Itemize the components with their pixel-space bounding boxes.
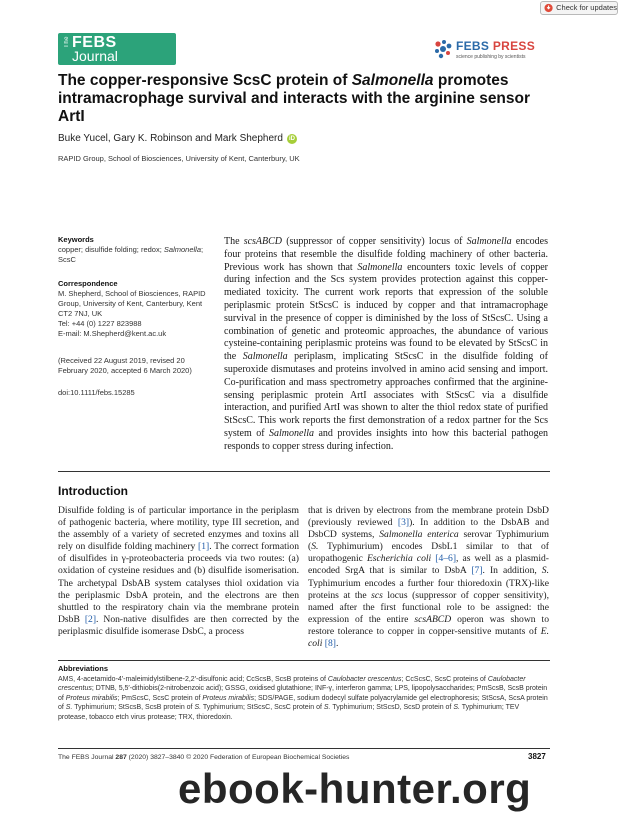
abbrev-part: ; PmScsC, ScsC protein of — [117, 694, 203, 702]
title-text-end: promotes intramacrophage survival and interacts with the arginine sensor ArtI — [58, 72, 531, 125]
intro-text: Disulfide folding is of particular importance in the periplasm of pathogenic bacteria, where motility, type III secretion, and the assembly of a variety of secreted enzymes and toxins all rely on disulfide folding machinery — [58, 505, 299, 553]
author-names: Buke Yucel, Gary K. Robinson and Mark Shepherd — [58, 133, 283, 144]
footer-volume: 287 — [115, 754, 127, 761]
press-press: PRESS — [492, 39, 536, 53]
corr-line: Tel: +44 (0) 1227 823988 — [58, 319, 142, 328]
keywords-line — [58, 245, 218, 255]
febs-press-dots-icon — [432, 38, 454, 60]
received-block — [58, 356, 218, 376]
title-text: The copper-responsive ScsC protein of — [58, 72, 352, 89]
abstract-italic: scsABCD — [243, 236, 283, 247]
intro-italic: scsABCD — [414, 613, 452, 625]
intro-text: . The correct formation of disulfides in γ-proteobacteria proceeds via two routes: (a) oxidation of cysteine residues and (b) disulfide isomerisation. The archetypal DsbAB system catalyses thiol oxidation via the periplasmic DsbA protein, and the electrons are then shuttled to the respiratory chain via the membrane protein DsbB — [58, 541, 300, 625]
intro-italic: Escherichia coli — [366, 553, 432, 565]
intro-text: . — [335, 638, 339, 650]
corr-line: M. Shepherd, School of Biosciences, RAPID — [58, 289, 206, 298]
abbreviations-text — [58, 675, 550, 722]
press-febs: FEBS — [456, 39, 490, 53]
abstract-divider — [58, 471, 550, 472]
abbrev-italic: S. — [194, 704, 202, 712]
febs-press-logo — [432, 36, 552, 66]
intro-italic: S. — [541, 565, 549, 577]
citation-link[interactable]: [4–6] — [435, 553, 457, 565]
abstract-italic: Salmonella — [242, 351, 288, 363]
abbrev-part: ; SDS/PAGE, sodium dodecyl sulfate polyacrylamide gel electrophoresis; StScsA, ScsA protein of — [58, 694, 548, 712]
intro-text: Typhimurium) encodes DsbL1 similar to that of uropathogenic — [308, 541, 549, 565]
check-updates-label: Check for updates — [556, 3, 617, 12]
intro-text: operon was shown to restore tolerance to copper in copper-sensitive mutants of — [308, 613, 549, 637]
intro-italic: S. — [311, 541, 319, 553]
keywords-heading: Keywords — [58, 235, 94, 244]
abbrev-italic: Proteus mirabilis — [65, 694, 118, 702]
article-title — [58, 72, 558, 126]
press-name — [456, 39, 535, 53]
abbrev-part: Typhimurium; StScsD, ScsD protein of — [330, 704, 454, 712]
citation-link[interactable]: [1] — [198, 541, 210, 553]
citation-link[interactable]: [7] — [471, 565, 483, 577]
intro-column-right — [308, 505, 549, 650]
received-line: February 2020, accepted 6 March 2020) — [58, 366, 192, 375]
citation-link[interactable]: [3] — [397, 517, 410, 529]
footer-divider — [58, 748, 550, 749]
intro-italic: E. coli — [308, 625, 549, 650]
abstract — [224, 236, 548, 454]
abbrev-part: Typhimurium; TEV protease, tobacco etch virus protease; TRX, thioredoxin. — [58, 704, 520, 721]
citation-link[interactable]: [2] — [84, 613, 97, 625]
abbrev-part: Typhimurium; StScsB, ScsB protein of — [72, 704, 195, 712]
keywords-line-2: ScsC — [58, 255, 76, 264]
intro-text: serovar Typhimurium ( — [308, 529, 550, 553]
footer-citation — [58, 754, 349, 761]
keywords-sep: ; — [201, 245, 204, 254]
keywords-block — [58, 235, 218, 265]
affiliation: RAPID Group, School of Biosciences, University of Kent, Canterbury, UK — [58, 154, 300, 163]
abbrev-italic: S. — [323, 704, 331, 712]
logo-febs: FEBS — [72, 34, 117, 51]
febs-journal-logo — [58, 33, 176, 65]
citation-link[interactable]: [8] — [324, 638, 336, 650]
title-italic: Salmonella — [351, 72, 434, 89]
abstract-italic: Salmonella — [466, 236, 512, 247]
introduction-heading: Introduction — [58, 484, 128, 498]
intro-text: locus (suppressor of copper sensitivity), named after the first functional role to be assigned: the expression of the entire — [308, 589, 549, 625]
footer-journal: The FEBS Journal — [58, 754, 116, 761]
page-number: 3827 — [528, 752, 546, 761]
authors — [58, 133, 297, 144]
abstract-text: and provides insights into how this bacterial pathogen responds to copper stress during infection. — [224, 427, 549, 452]
corr-email[interactable]: E-mail: M.Shepherd@kent.ac.uk — [58, 329, 167, 338]
orcid-icon[interactable]: iD — [288, 135, 295, 142]
abbrev-italic: Caulobacter crescentus — [327, 676, 402, 683]
intro-italic: scs — [371, 589, 383, 601]
abbrev-part: AMS, 4-acetamido-4′-maleimidylstilbene-2,2′-disulfonic acid; CcScsB, ScsB proteins of — [58, 676, 328, 683]
abstract-italic: Salmonella — [357, 261, 403, 273]
intro-column-left — [58, 505, 299, 638]
abbrev-divider — [58, 660, 550, 661]
keywords-text: copper; disulfide folding; redox; — [58, 245, 164, 254]
logo-journal: Journal — [72, 48, 118, 64]
corr-line: Group, University of Kent, Canterbury, Kent — [58, 299, 203, 308]
correspondence-heading: Correspondence — [58, 279, 118, 288]
corr-line: CT2 7NJ, UK — [58, 309, 103, 318]
press-tagline: science publishing by scientists — [456, 54, 526, 60]
intro-italic: Salmonella enterica — [379, 529, 459, 541]
abbrev-part: ; DTNB, 5,5′-dithiobis(2-nitrobenzoic acid); GSSG, oxidised glutathione; INF-γ, interferon gamma; LPS, lipopolysaccharides; PmScsB, ScsB protein of — [58, 685, 548, 702]
abbrev-italic: Caulobacter crescentus — [58, 676, 526, 693]
keywords-italic: Salmonella — [163, 245, 202, 254]
intro-text: Typhimurium encodes a further four thioredoxin (TRX)-like proteins at the — [308, 577, 549, 601]
watermark-text: ebook-hunter.org — [178, 765, 532, 812]
abstract-text: (suppressor of copper sensitivity) locus of — [282, 236, 467, 247]
correspondence-block — [58, 279, 218, 339]
doi[interactable]: doi:10.1111/febs.15285 — [58, 388, 135, 397]
footer-copyright: (2020) 3827–3840 © 2020 Federation of European Biochemical Societies — [126, 754, 350, 761]
abbrev-part: ; CcScsC, ScsC proteins of — [401, 676, 488, 683]
logo-the: The — [64, 36, 70, 48]
check-for-updates-button[interactable] — [540, 1, 618, 15]
abstract-text: encodes four proteins that resemble the disulfide folding machinery of other bacteria. Previous work has shown that — [224, 236, 548, 273]
abbrev-part: Typhimurium; StScsC, ScsC protein of — [201, 704, 324, 712]
intro-text: . Non-native disulfides are then corrected by the periplasmic disulfide isomerase DsbC, a process — [58, 613, 299, 637]
intro-text: . In addition, — [482, 565, 542, 577]
check-updates-icon — [544, 3, 553, 13]
received-line: (Received 22 August 2019, revised 20 — [58, 356, 185, 365]
abbrev-italic: S. — [453, 704, 460, 712]
abbrev-italic: Proteus mirabilis — [202, 694, 255, 702]
abstract-text: The — [224, 236, 244, 247]
abstract-text: periplasm, implicating StScsC in the disulfide folding of superoxide dismutases and proteins involved in amino acid sensing and import. Co-purification and mass spectrometry approaches confirmed that the arginine-sensing periplasmic protein ArtI associates with StScsC via a disulfide interaction, and purified ArtI was shown to alter the thiol redox state of purified StScsC. This work reports the first demonstration of a redox partner for the Scs system of — [224, 351, 548, 439]
abbrev-italic: S. — [65, 704, 73, 712]
intro-text: that is driven by electrons from the membrane protein DsbD (previously reviewed — [308, 505, 549, 529]
intro-text: ). In addition to the DsbAB and DsbCD systems, — [308, 517, 549, 541]
abbreviations-heading: Abbreviations — [58, 664, 109, 673]
intro-text: , as well as a plasmid-encoded SrgA that is similar to DsbA — [308, 553, 549, 577]
abstract-text: encounters toxic levels of copper during infection and the Scs system provides protection against this copper-mediated toxicity. The current work reports that expression of the soluble periplasmic protein StScsC is induced by copper and that intramacrophage survival in the presence of copper is diminished by the loss of StScsC. Using a combination of genetic and proteomic approaches, the abundance of various cysteine-containing periplasmic proteins was found to be elevated by StScsC in the — [224, 261, 548, 363]
abstract-italic: Salmonella — [269, 427, 315, 439]
